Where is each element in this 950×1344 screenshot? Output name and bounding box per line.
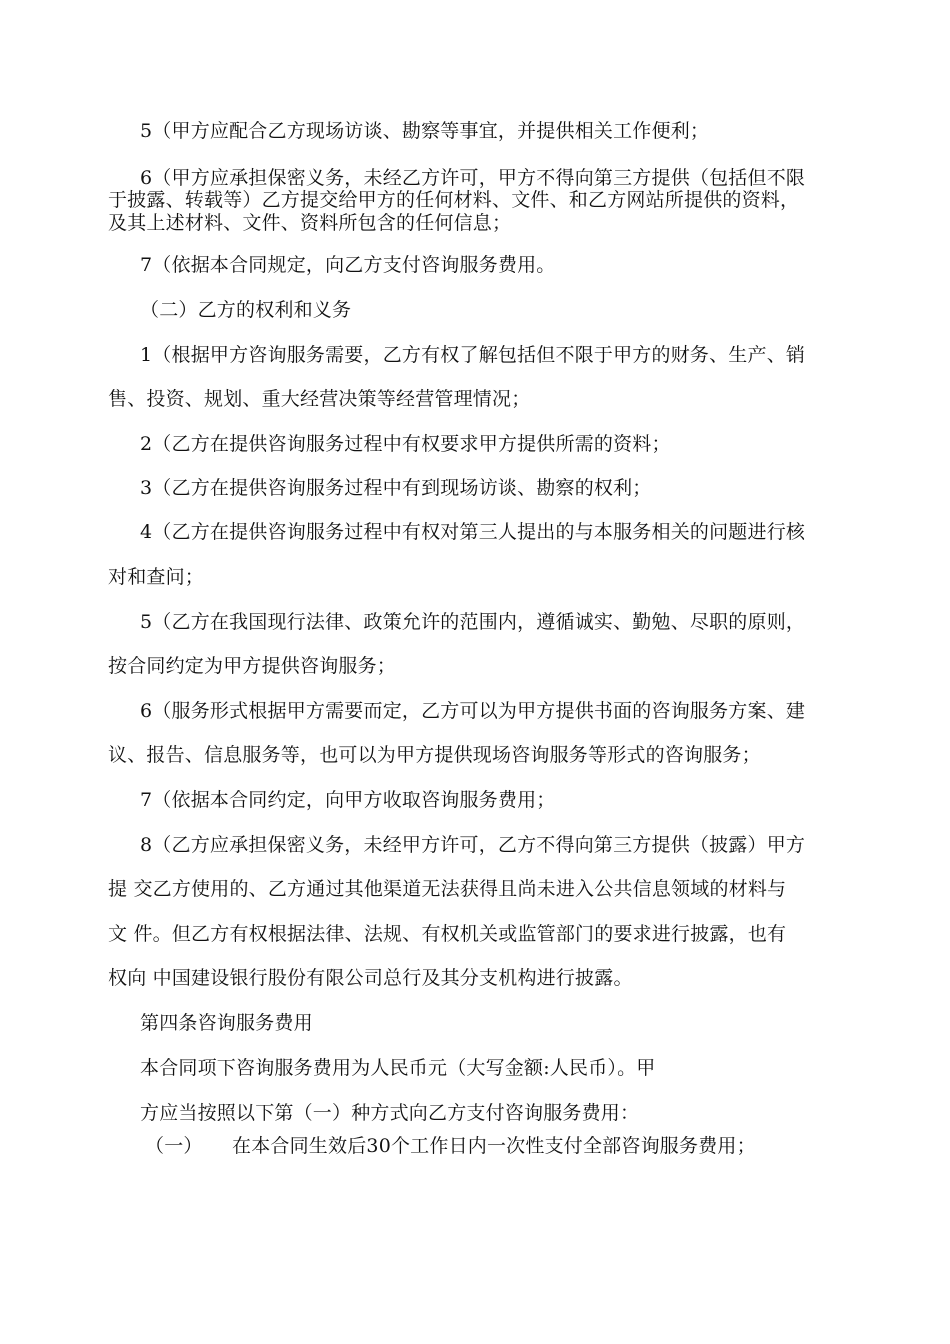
paragraph-line: 1（根据甲方咨询服务需要，乙方有权了解包括但不限于甲方的财务、生产、销	[140, 344, 806, 366]
list-marker: （一）	[145, 1135, 203, 1157]
paragraph-line: 议、报告、信息服务等，也可以为甲方提供现场咨询服务等形式的咨询服务；	[108, 744, 761, 766]
paragraph-line: 文 件。但乙方有权根据法律、法规、有权机关或监管部门的要求进行披露，也有	[108, 923, 787, 945]
paragraph-line: 7（依据本合同约定，向甲方收取咨询服务费用；	[140, 789, 556, 811]
article-heading: 第四条咨询服务费用	[140, 1012, 313, 1034]
paragraph-line: 8（乙方应承担保密义务，未经甲方许可，乙方不得向第三方提供（披露）甲方	[140, 834, 806, 856]
paragraph-line: 方应当按照以下第（一）种方式向乙方支付咨询服务费用：	[140, 1102, 640, 1124]
paragraph-line: 本合同项下咨询服务费用为人民币元（大写金额:人民币）。甲	[140, 1057, 656, 1079]
paragraph-line: 于披露、转载等）乙方提交给甲方的任何材料、文件、和乙方网站所提供的资料，	[108, 189, 800, 211]
paragraph-line: 3（乙方在提供咨询服务过程中有到现场访谈、勘察的权利；	[140, 477, 652, 499]
section-heading: （二）乙方的权利和义务	[140, 299, 352, 321]
paragraph-line: 4（乙方在提供咨询服务过程中有权对第三人提出的与本服务相关的问题进行核	[140, 521, 806, 543]
paragraph-line: 权向 中国建设银行股份有限公司总行及其分支机构进行披露。	[108, 967, 633, 989]
paragraph-line: 5（乙方在我国现行法律、政策允许的范围内，遵循诚实、勤勉、尽职的原则，	[140, 611, 806, 633]
paragraph-line: 5（甲方应配合乙方现场访谈、勘察等事宜，并提供相关工作便利；	[140, 120, 710, 142]
paragraph-line: 对和查问；	[108, 566, 205, 588]
paragraph-line: 6（甲方应承担保密义务，未经乙方许可，甲方不得向第三方提供（包括但不限	[140, 167, 806, 189]
paragraph-line: 按合同约定为甲方提供咨询服务；	[108, 655, 397, 677]
paragraph-line: 及其上述材料、文件、资料所包含的任何信息；	[108, 212, 512, 234]
paragraph-line: 6（服务形式根据甲方需要而定，乙方可以为甲方提供书面的咨询服务方案、建	[140, 700, 806, 722]
paragraph-line: 7（依据本合同规定，向乙方支付咨询服务费用。	[140, 254, 556, 276]
paragraph-line: 2（乙方在提供咨询服务过程中有权要求甲方提供所需的资料；	[140, 433, 671, 455]
paragraph-line: 售、投资、规划、重大经营决策等经营管理情况；	[108, 388, 531, 410]
paragraph-line: 提 交乙方使用的、乙方通过其他渠道无法获得且尚未进入公共信息领域的材料与	[108, 878, 787, 900]
paragraph-line: 在本合同生效后30个工作日内一次性支付全部咨询服务费用；	[232, 1135, 756, 1157]
